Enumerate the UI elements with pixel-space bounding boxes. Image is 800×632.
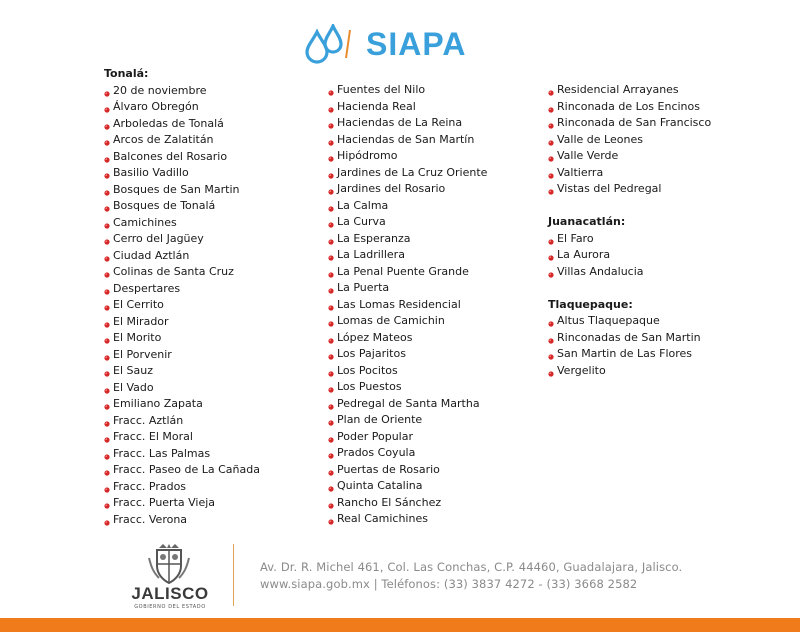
map-pin-icon: [328, 234, 334, 240]
map-pin-icon: [548, 316, 554, 322]
list-item-label: Valle Verde: [557, 149, 619, 162]
list-item-label: Lomas de Camichin: [337, 314, 445, 327]
map-pin-icon: [104, 119, 110, 125]
list-item-label: Arcos de Zalatitán: [113, 133, 214, 146]
map-pin-icon: [104, 218, 110, 224]
map-pin-icon: [548, 366, 554, 372]
list-item: [328, 148, 487, 165]
map-pin-icon: [328, 465, 334, 471]
map-pin-icon: [328, 448, 334, 454]
list-item: [328, 165, 487, 182]
map-pin-icon: [328, 250, 334, 256]
list-item-label: López Mateos: [337, 330, 413, 344]
list-item: [548, 132, 711, 149]
list-item: [548, 115, 711, 132]
list-item: [548, 346, 711, 363]
list-item-label: Fracc. Verona: [113, 512, 188, 526]
list-item-label: Hacienda Real: [337, 99, 416, 113]
map-pin-icon: [548, 234, 554, 240]
list-item-label: Los Pocitos: [337, 363, 398, 377]
list-item-label: Plan de Oriente: [337, 413, 423, 426]
list-item-label: Haciendas de La Reina: [337, 116, 463, 129]
list-item: [328, 214, 487, 231]
section-title-juanacatlan: Juanacatlán:: [548, 215, 626, 228]
list-item: [328, 478, 487, 495]
map-pin-icon: [104, 449, 110, 455]
list-item-label: Emiliano Zapata: [113, 397, 203, 410]
list-item: [548, 165, 711, 182]
map-pin-icon: [328, 514, 334, 520]
list-item: [104, 413, 260, 430]
list-item: [104, 380, 260, 397]
list-item-label: Fracc. Puerta Vieja: [113, 496, 216, 509]
list-item-label: Los Pajaritos: [337, 347, 406, 360]
list-tonala-continued: [328, 82, 487, 528]
list-item: [104, 314, 260, 331]
map-pin-icon: [328, 399, 334, 405]
list-item: [328, 396, 487, 413]
list-item-label: Puertas de Rosario: [337, 462, 440, 476]
map-pin-icon: [328, 135, 334, 141]
list-tonala: [104, 83, 260, 529]
map-pin-icon: [328, 382, 334, 388]
list-tlaquepaque: [548, 313, 711, 379]
map-pin-icon: [104, 482, 110, 488]
map-pin-icon: [548, 333, 554, 339]
list-item-label: El Morito: [113, 331, 162, 344]
map-pin-icon: [328, 118, 334, 124]
map-pin-icon: [548, 85, 554, 91]
list-item: [328, 462, 487, 479]
list-item: [328, 297, 487, 314]
list-item-label: Los Puestos: [337, 380, 402, 393]
list-item: [104, 231, 260, 248]
map-pin-icon: [328, 366, 334, 372]
list-item-label: Hipódromo: [337, 149, 398, 162]
map-pin-icon: [328, 349, 334, 355]
list-item: [328, 247, 487, 264]
list-item: [104, 83, 260, 100]
map-pin-icon: [548, 184, 554, 190]
list-juanacatlan: [548, 231, 711, 281]
list-item: [548, 363, 711, 380]
map-pin-icon: [548, 168, 554, 174]
list-item: [328, 379, 487, 396]
map-pin-icon: [104, 267, 110, 273]
list-item-label: Fuentes del Nilo: [337, 83, 426, 96]
list-item-label: La Curva: [337, 215, 386, 228]
list-item: [104, 363, 260, 380]
map-pin-icon: [328, 217, 334, 223]
list-item: [328, 264, 487, 281]
list-item-label: Colinas de Santa Cruz: [113, 265, 234, 278]
footer-divider: [233, 544, 234, 606]
section-title-tlaquepaque: Tlaquepaque:: [548, 297, 633, 311]
map-pin-icon: [548, 349, 554, 355]
footer: [0, 540, 800, 616]
list-item-label: Villas Andalucia: [557, 264, 644, 278]
map-pin-icon: [548, 267, 554, 273]
map-pin-icon: [328, 102, 334, 108]
list-item-label: Fracc. El Moral: [113, 430, 193, 443]
map-pin-icon: [548, 118, 554, 124]
map-pin-icon: [104, 383, 110, 389]
list-item-label: La Puerta: [337, 281, 390, 294]
list-item-label: Vergelito: [557, 363, 606, 377]
list-tonala-end: [548, 82, 711, 198]
list-item: [104, 281, 260, 298]
list-item: [328, 181, 487, 198]
map-pin-icon: [328, 498, 334, 504]
list-item-label: Balcones del Rosario: [113, 149, 228, 163]
list-item-label: Rinconada de San Francisco: [557, 116, 712, 129]
list-item: [328, 231, 487, 248]
list-item-label: Poder Popular: [337, 429, 413, 443]
list-item: [104, 495, 260, 512]
map-pin-icon: [104, 201, 110, 207]
list-item: [104, 149, 260, 166]
map-pin-icon: [328, 415, 334, 421]
list-item-label: Valtierra: [557, 165, 604, 179]
list-item: [548, 181, 711, 198]
map-pin-icon: [328, 85, 334, 91]
map-pin-icon: [104, 234, 110, 240]
list-item-label: Valle de Leones: [557, 132, 643, 146]
list-item: [104, 198, 260, 215]
map-pin-icon: [328, 481, 334, 487]
list-item: [328, 82, 487, 99]
list-item-label: Rinconada de Los Encinos: [557, 99, 700, 113]
map-pin-icon: [104, 333, 110, 339]
siapa-logo-text: SIAPA: [366, 26, 467, 62]
list-item-label: Fracc. Aztlán: [113, 413, 184, 427]
column-tonala-continued: [328, 82, 487, 528]
list-item-label: Basilio Vadillo: [113, 166, 189, 179]
list-item-label: La Penal Puente Grande: [337, 264, 469, 278]
map-pin-icon: [104, 399, 110, 405]
list-item: [104, 215, 260, 232]
water-drops-logo-icon: [303, 24, 351, 64]
list-item-label: El Porvenir: [113, 347, 172, 361]
list-item: [104, 446, 260, 463]
list-item-label: Ciudad Aztlán: [113, 248, 190, 262]
list-item: [104, 264, 260, 281]
list-item: [548, 247, 711, 264]
jalisco-wordmark: JALISCO: [131, 584, 209, 603]
map-pin-icon: [328, 333, 334, 339]
list-item-label: Rinconadas de San Martin: [557, 330, 701, 344]
list-item-label: La Esperanza: [337, 231, 411, 245]
list-item-label: Altus Tlaquepaque: [557, 314, 660, 327]
list-item-label: Haciendas de San Martín: [337, 132, 475, 146]
map-pin-icon: [328, 201, 334, 207]
list-item: [104, 396, 260, 413]
list-item: [328, 346, 487, 363]
list-item-label: Real Camichines: [337, 512, 428, 525]
list-item: [328, 132, 487, 149]
list-item-label: Despertares: [113, 281, 181, 295]
map-pin-icon: [104, 432, 110, 438]
list-item-label: Jardines del Rosario: [337, 182, 446, 195]
list-item-label: Cerro del Jagüey: [113, 232, 204, 245]
map-pin-icon: [328, 432, 334, 438]
list-item-label: Álvaro Obregón: [113, 100, 199, 113]
header: [0, 24, 800, 64]
list-item: [328, 99, 487, 116]
jalisco-emblem-icon: [145, 542, 193, 586]
jalisco-subtitle: GOBIERNO DEL ESTADO: [134, 604, 206, 610]
map-pin-icon: [548, 151, 554, 157]
list-item-label: El Mirador: [113, 314, 169, 328]
list-item: [104, 182, 260, 199]
list-item-label: Fracc. Las Palmas: [113, 446, 211, 460]
list-item: [548, 82, 711, 99]
list-item-label: Camichines: [113, 215, 177, 229]
list-item-label: El Sauz: [113, 364, 153, 377]
list-item-label: Las Lomas Residencial: [337, 297, 461, 311]
list-item-label: El Vado: [113, 380, 154, 394]
list-item: [328, 495, 487, 512]
list-item: [104, 479, 260, 496]
footer-address: Av. Dr. R. Michel 461, Col. Las Conchas, C.P. 44460, Guadalajara, Jalisco.: [260, 560, 683, 574]
map-pin-icon: [328, 267, 334, 273]
list-item: [548, 148, 711, 165]
list-item: [104, 297, 260, 314]
list-item: [104, 330, 260, 347]
list-item: [328, 363, 487, 380]
map-pin-icon: [548, 135, 554, 141]
list-item: [328, 412, 487, 429]
footer-contact: www.siapa.gob.mx | Teléfonos: (33) 3837 4272 - (33) 3668 2582: [260, 577, 638, 591]
list-item: [548, 231, 711, 248]
list-item-label: Quinta Catalina: [337, 479, 423, 492]
list-item: [328, 429, 487, 446]
map-pin-icon: [104, 168, 110, 174]
list-item: [548, 264, 711, 281]
list-item: [104, 429, 260, 446]
list-item: [328, 330, 487, 347]
map-pin-icon: [328, 168, 334, 174]
list-item: [328, 511, 487, 528]
list-item-label: Pedregal de Santa Martha: [337, 396, 480, 410]
map-pin-icon: [328, 184, 334, 190]
list-item: [104, 248, 260, 265]
map-pin-icon: [104, 135, 110, 141]
map-pin-icon: [104, 152, 110, 158]
list-item-label: Bosques de Tonalá: [113, 199, 216, 212]
list-item: [104, 132, 260, 149]
map-pin-icon: [104, 284, 110, 290]
list-item-label: Prados Coyula: [337, 446, 416, 459]
bottom-accent-bar: [0, 618, 800, 632]
map-pin-icon: [104, 465, 110, 471]
list-item: [328, 115, 487, 132]
list-item-label: Jardines de La Cruz Oriente: [337, 165, 488, 179]
map-pin-icon: [104, 251, 110, 257]
map-pin-icon: [328, 316, 334, 322]
map-pin-icon: [104, 102, 110, 108]
map-pin-icon: [548, 102, 554, 108]
list-item-label: Fracc. Prados: [113, 479, 187, 493]
map-pin-icon: [104, 498, 110, 504]
list-item: [328, 313, 487, 330]
list-item: [548, 313, 711, 330]
map-pin-icon: [328, 300, 334, 306]
list-item: [104, 462, 260, 479]
map-pin-icon: [104, 317, 110, 323]
map-pin-icon: [104, 515, 110, 521]
list-item-label: Residencial Arrayanes: [557, 83, 679, 96]
list-item: [104, 347, 260, 364]
map-pin-icon: [328, 283, 334, 289]
list-item-label: Vistas del Pedregal: [557, 182, 662, 195]
list-item: [104, 99, 260, 116]
list-item-label: El Faro: [557, 231, 594, 245]
map-pin-icon: [548, 250, 554, 256]
column-tonala: [104, 66, 260, 528]
map-pin-icon: [104, 366, 110, 372]
list-item-label: El Cerrito: [113, 298, 164, 311]
list-item-label: Arboledas de Tonalá: [113, 116, 224, 130]
list-item: [328, 198, 487, 215]
map-pin-icon: [328, 151, 334, 157]
map-pin-icon: [104, 350, 110, 356]
section-title-tonala: Tonalá:: [104, 67, 149, 80]
list-item: [548, 99, 711, 116]
list-item-label: La Ladrillera: [337, 248, 405, 261]
map-pin-icon: [104, 185, 110, 191]
list-item: [328, 445, 487, 462]
column-other-municipalities: [548, 82, 711, 379]
list-item: [104, 512, 260, 529]
list-item-label: San Martin de Las Flores: [557, 347, 693, 360]
map-pin-icon: [104, 416, 110, 422]
list-item-label: Bosques de San Martin: [113, 182, 240, 196]
list-item-label: Fracc. Paseo de La Cañada: [113, 463, 260, 476]
list-item-label: Rancho El Sánchez: [337, 495, 442, 509]
list-item-label: La Aurora: [557, 248, 611, 261]
list-item: [328, 280, 487, 297]
list-item-label: La Calma: [337, 198, 389, 212]
list-item-label: 20 de noviembre: [113, 83, 207, 97]
list-item: [548, 330, 711, 347]
map-pin-icon: [104, 86, 110, 92]
map-pin-icon: [104, 300, 110, 306]
list-item: [104, 165, 260, 182]
list-item: [104, 116, 260, 133]
